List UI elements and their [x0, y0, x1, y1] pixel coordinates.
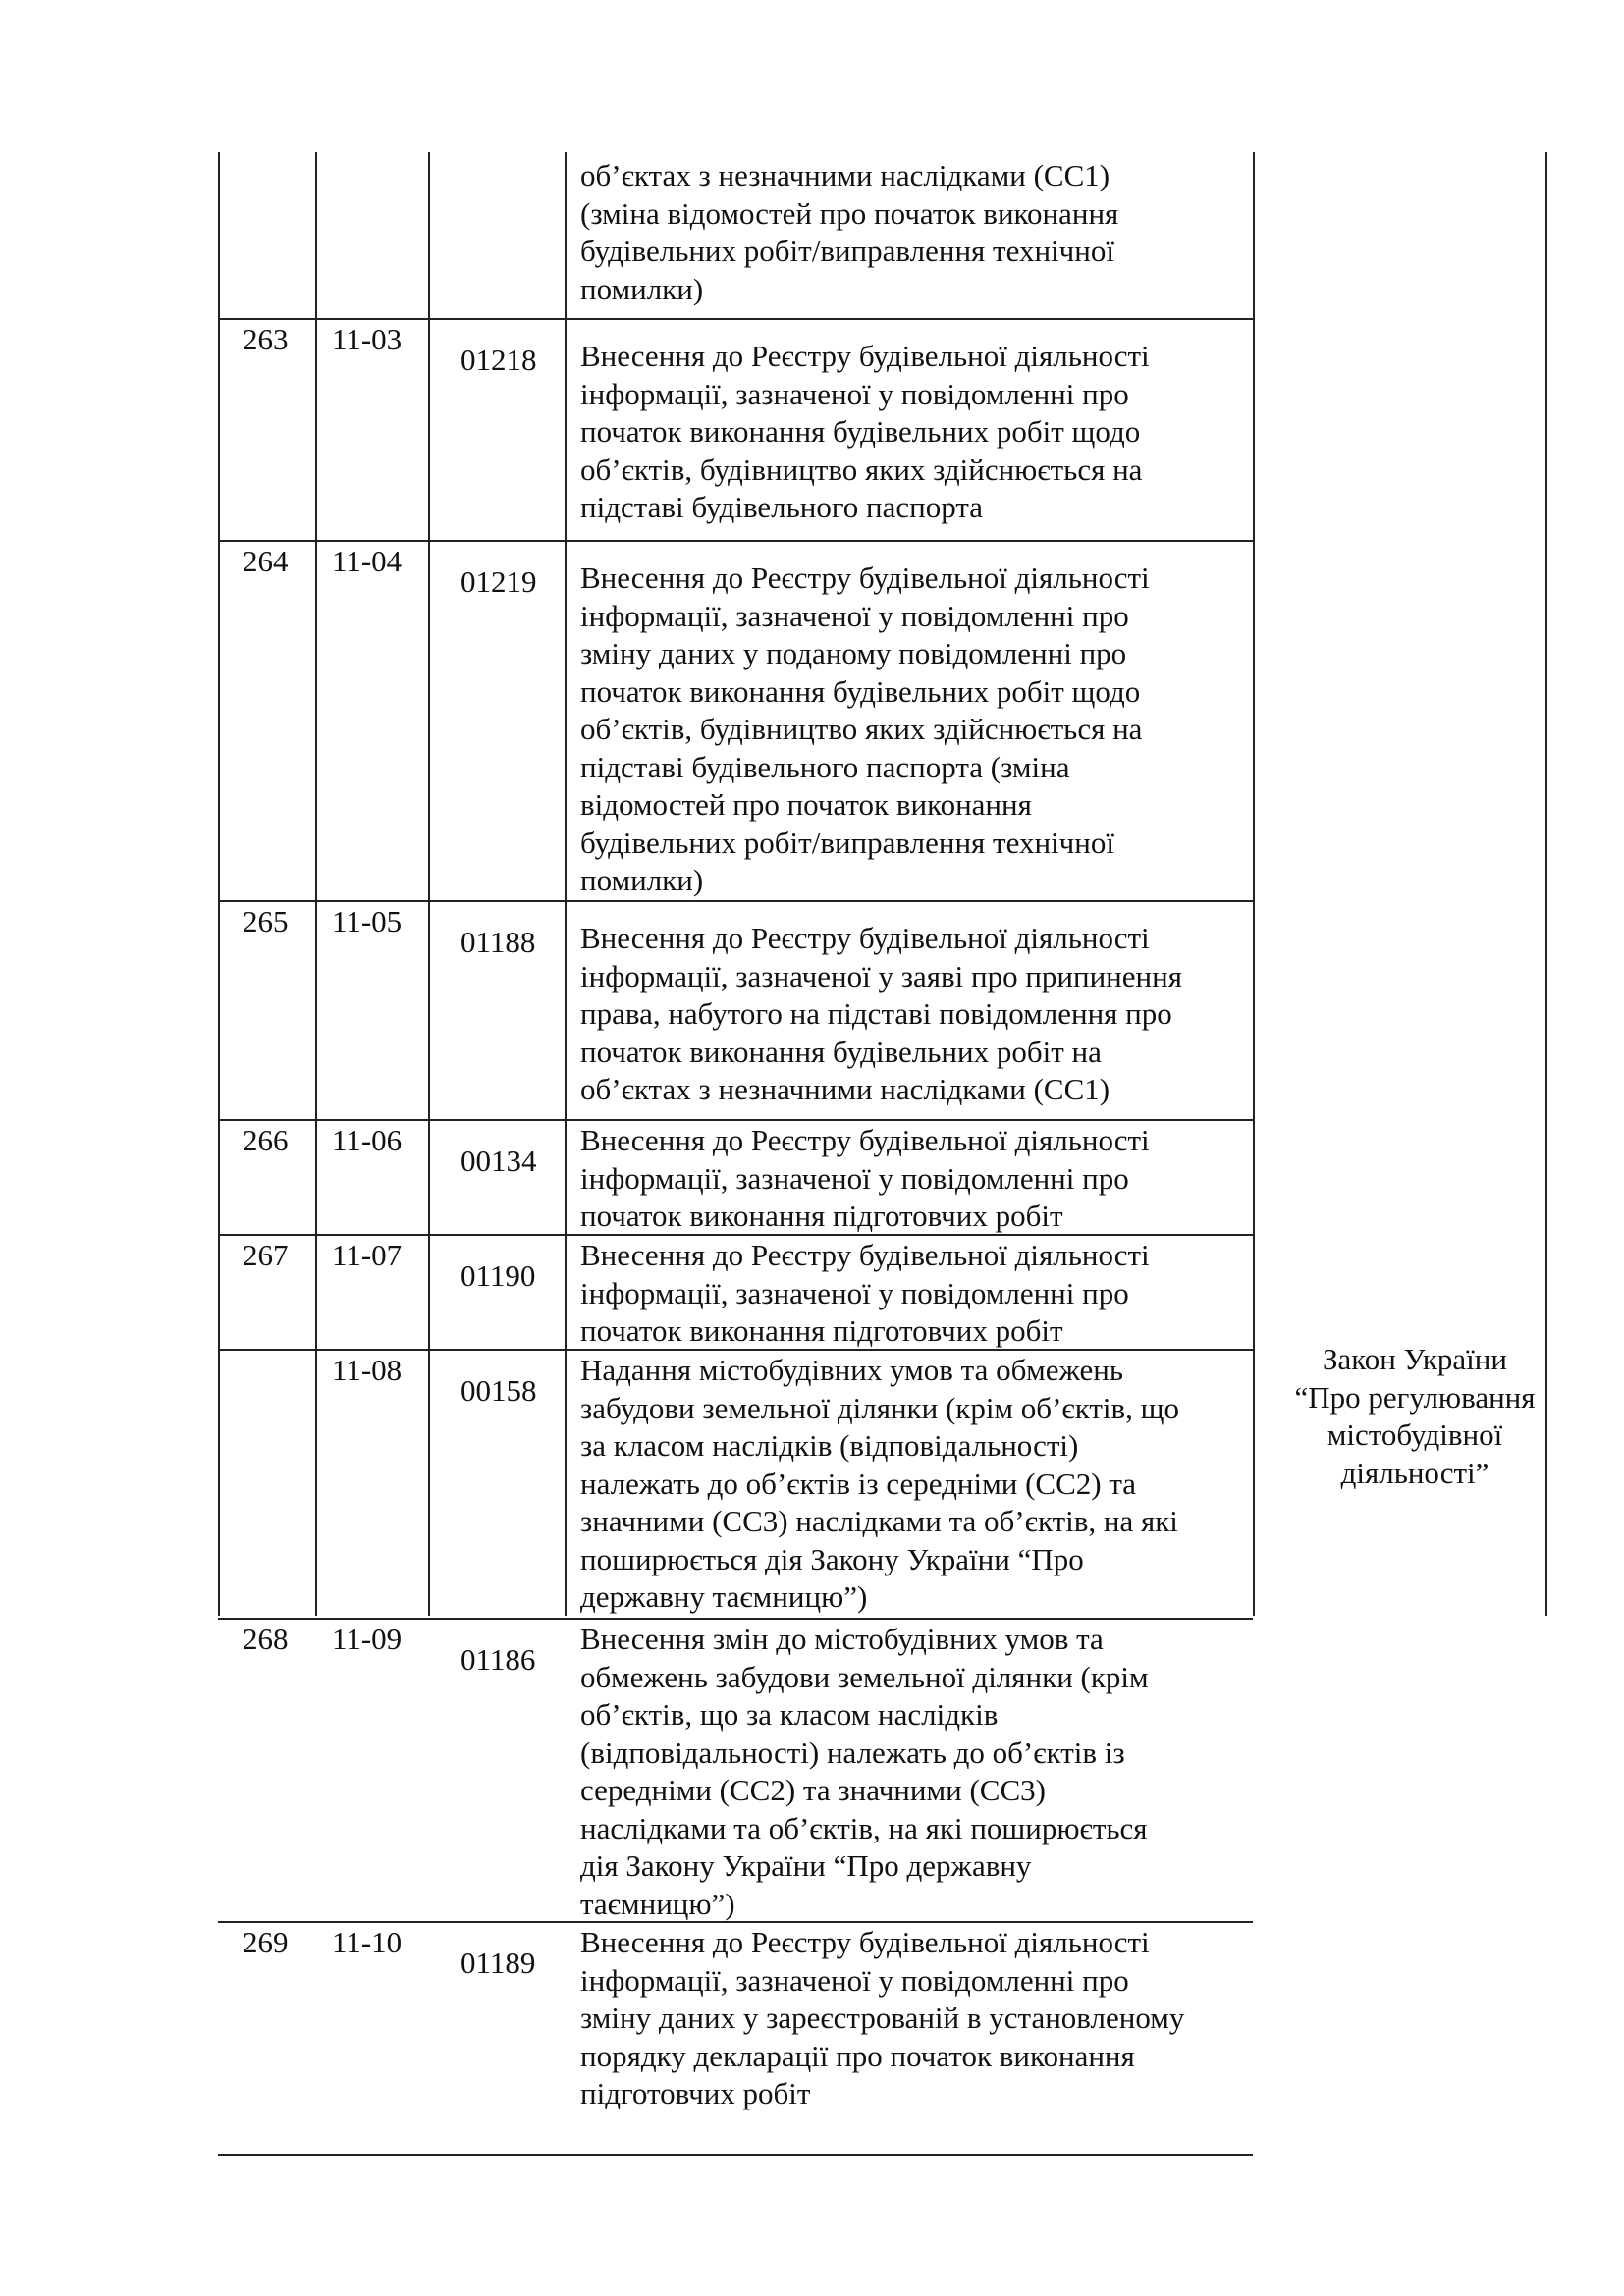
description-line: Внесення до Реєстру будівельної діяльності — [580, 561, 1150, 595]
row-number: 269 — [243, 1925, 289, 1959]
legal-basis — [1252, 1341, 1578, 1492]
description-line: наслідками та об’єктів, на які поширюється — [580, 1810, 1148, 1845]
description-line: обмежень забудови земельної ділянки (крім — [580, 1659, 1149, 1694]
row-code: 11-07 — [332, 1238, 403, 1272]
description-line: Внесення до Реєстру будівельної діяльності — [580, 1238, 1150, 1272]
service-id: 01188 — [460, 925, 536, 959]
description-line: Внесення до Реєстру будівельної діяльності — [580, 921, 1150, 955]
row-divider — [218, 318, 1253, 320]
description-line: інформації, зазначеної у повідомленні про — [580, 376, 1129, 411]
description-line: інформації, зазначеної у повідомленні про — [580, 1275, 1129, 1310]
row-divider — [218, 1119, 1253, 1121]
description-line: будівельних робіт/виправлення технічної — [580, 825, 1114, 860]
legal-basis-line: “Про регулювання — [1294, 1379, 1536, 1415]
row-code: 11-04 — [332, 544, 403, 578]
description-line: дія Закону України “Про державну — [580, 1848, 1032, 1883]
description-line: забудови земельної ділянки (крім об’єктів, що — [580, 1390, 1180, 1425]
row-number: 263 — [243, 322, 289, 356]
column-divider — [315, 152, 317, 1616]
description-line: помилки) — [580, 863, 704, 897]
description-line: середніми (СС2) та значними (СС3) — [580, 1773, 1046, 1807]
description-line: Внесення до Реєстру будівельної діяльності — [580, 339, 1150, 373]
service-description — [580, 560, 1150, 900]
row-divider — [218, 540, 1253, 542]
service-description — [580, 157, 1118, 308]
column-divider — [428, 152, 430, 1616]
row-number: 264 — [243, 544, 289, 578]
description-line: інформації, зазначеної у повідомленні про — [580, 598, 1129, 633]
row-code: 11-03 — [332, 322, 403, 356]
description-line: (відповідальності) належать до об’єктів із — [580, 1735, 1125, 1770]
service-description — [580, 1352, 1179, 1617]
service-description — [580, 920, 1182, 1109]
service-id: 00158 — [460, 1373, 537, 1408]
description-line: (зміна відомостей про початок виконання — [580, 195, 1119, 231]
row-divider — [218, 1618, 1253, 1620]
description-line: права, набутого на підставі повідомлення про — [580, 996, 1172, 1031]
row-code: 11-10 — [332, 1925, 403, 1959]
legal-basis-line: Закон України — [1323, 1342, 1507, 1376]
description-line: початок виконання підготовчих робіт — [580, 1313, 1063, 1348]
row-number: 267 — [243, 1238, 289, 1272]
description-line: Внесення до Реєстру будівельної діяльності — [580, 1123, 1150, 1157]
service-id: 00134 — [460, 1144, 537, 1178]
row-number: 266 — [243, 1123, 289, 1157]
row-number: 268 — [243, 1622, 289, 1656]
row-number: 265 — [243, 904, 289, 938]
description-line: інформації, зазначеної у повідомленні про — [580, 1160, 1129, 1196]
row-code: 11-05 — [332, 904, 403, 938]
description-line: об’єктів, будівництво яких здійснюється на — [580, 452, 1143, 487]
row-code: 11-06 — [332, 1123, 403, 1157]
description-line: об’єктах з незначними наслідками (СС1) — [580, 1072, 1110, 1106]
row-code: 11-08 — [332, 1353, 403, 1387]
legal-basis-line: містобудівної — [1326, 1417, 1503, 1452]
service-id: 01219 — [460, 564, 537, 599]
description-line: початок виконання будівельних робіт щодо — [580, 414, 1141, 449]
description-line: початок виконання будівельних робіт на — [580, 1034, 1102, 1069]
description-line: Внесення змін до містобудівних умов та — [580, 1622, 1104, 1656]
service-id: 01189 — [460, 1946, 536, 1980]
description-line: Надання містобудівних умов та обмежень — [580, 1353, 1123, 1387]
description-line: підставі будівельного паспорта (зміна — [580, 749, 1070, 784]
column-divider — [565, 152, 567, 1616]
legal-basis-line: діяльності” — [1340, 1455, 1489, 1490]
description-line: інформації, зазначеної у заяві про припинення — [580, 958, 1182, 993]
description-line: об’єктів, що за класом наслідків — [580, 1697, 999, 1732]
description-line: державну таємницю”) — [580, 1579, 868, 1614]
description-line: зміну даних у зареєстрованій в установленому — [580, 2001, 1185, 2035]
description-line: таємницю”) — [580, 1886, 735, 1921]
table-bottom-border — [218, 2154, 1253, 2156]
service-id: 01186 — [460, 1642, 536, 1677]
service-description — [580, 338, 1150, 527]
description-line: початок виконання підготовчих робіт — [580, 1199, 1063, 1233]
description-line: за класом наслідків (відповідальності) — [580, 1428, 1079, 1463]
description-line: Внесення до Реєстру будівельної діяльності — [580, 1925, 1150, 1959]
service-description — [580, 1924, 1184, 2113]
service-description — [580, 1122, 1150, 1236]
service-description — [580, 1621, 1149, 1923]
description-line: поширюється дія Закону України “Про — [580, 1541, 1084, 1576]
description-line: належать до об’єктів із середніми (СС2) та — [580, 1466, 1137, 1501]
description-line: помилки) — [580, 271, 704, 306]
row-code: 11-09 — [332, 1622, 403, 1656]
description-line: значними (СС3) наслідками та об’єктів, на які — [580, 1504, 1178, 1538]
description-line: підготовчих робіт — [580, 2076, 811, 2110]
description-line: відомостей про початок виконання — [580, 787, 1032, 822]
service-id: 01190 — [460, 1258, 536, 1293]
description-line: об’єктах з незначними наслідками (СС1) — [580, 158, 1110, 192]
description-line: об’єктів, будівництво яких здійснюється на — [580, 712, 1143, 746]
column-divider — [218, 152, 220, 1616]
service-id: 01218 — [460, 343, 537, 377]
row-divider — [218, 900, 1253, 902]
description-line: підставі будівельного паспорта — [580, 490, 984, 524]
description-line: порядку декларації про початок виконання — [580, 2038, 1135, 2073]
description-line: зміну даних у поданому повідомленні про — [580, 636, 1127, 670]
description-line: початок виконання будівельних робіт щодо — [580, 673, 1141, 709]
description-line: інформації, зазначеної у повідомленні про — [580, 1962, 1129, 1998]
description-line: будівельних робіт/виправлення технічної — [580, 234, 1114, 268]
service-description — [580, 1237, 1150, 1351]
